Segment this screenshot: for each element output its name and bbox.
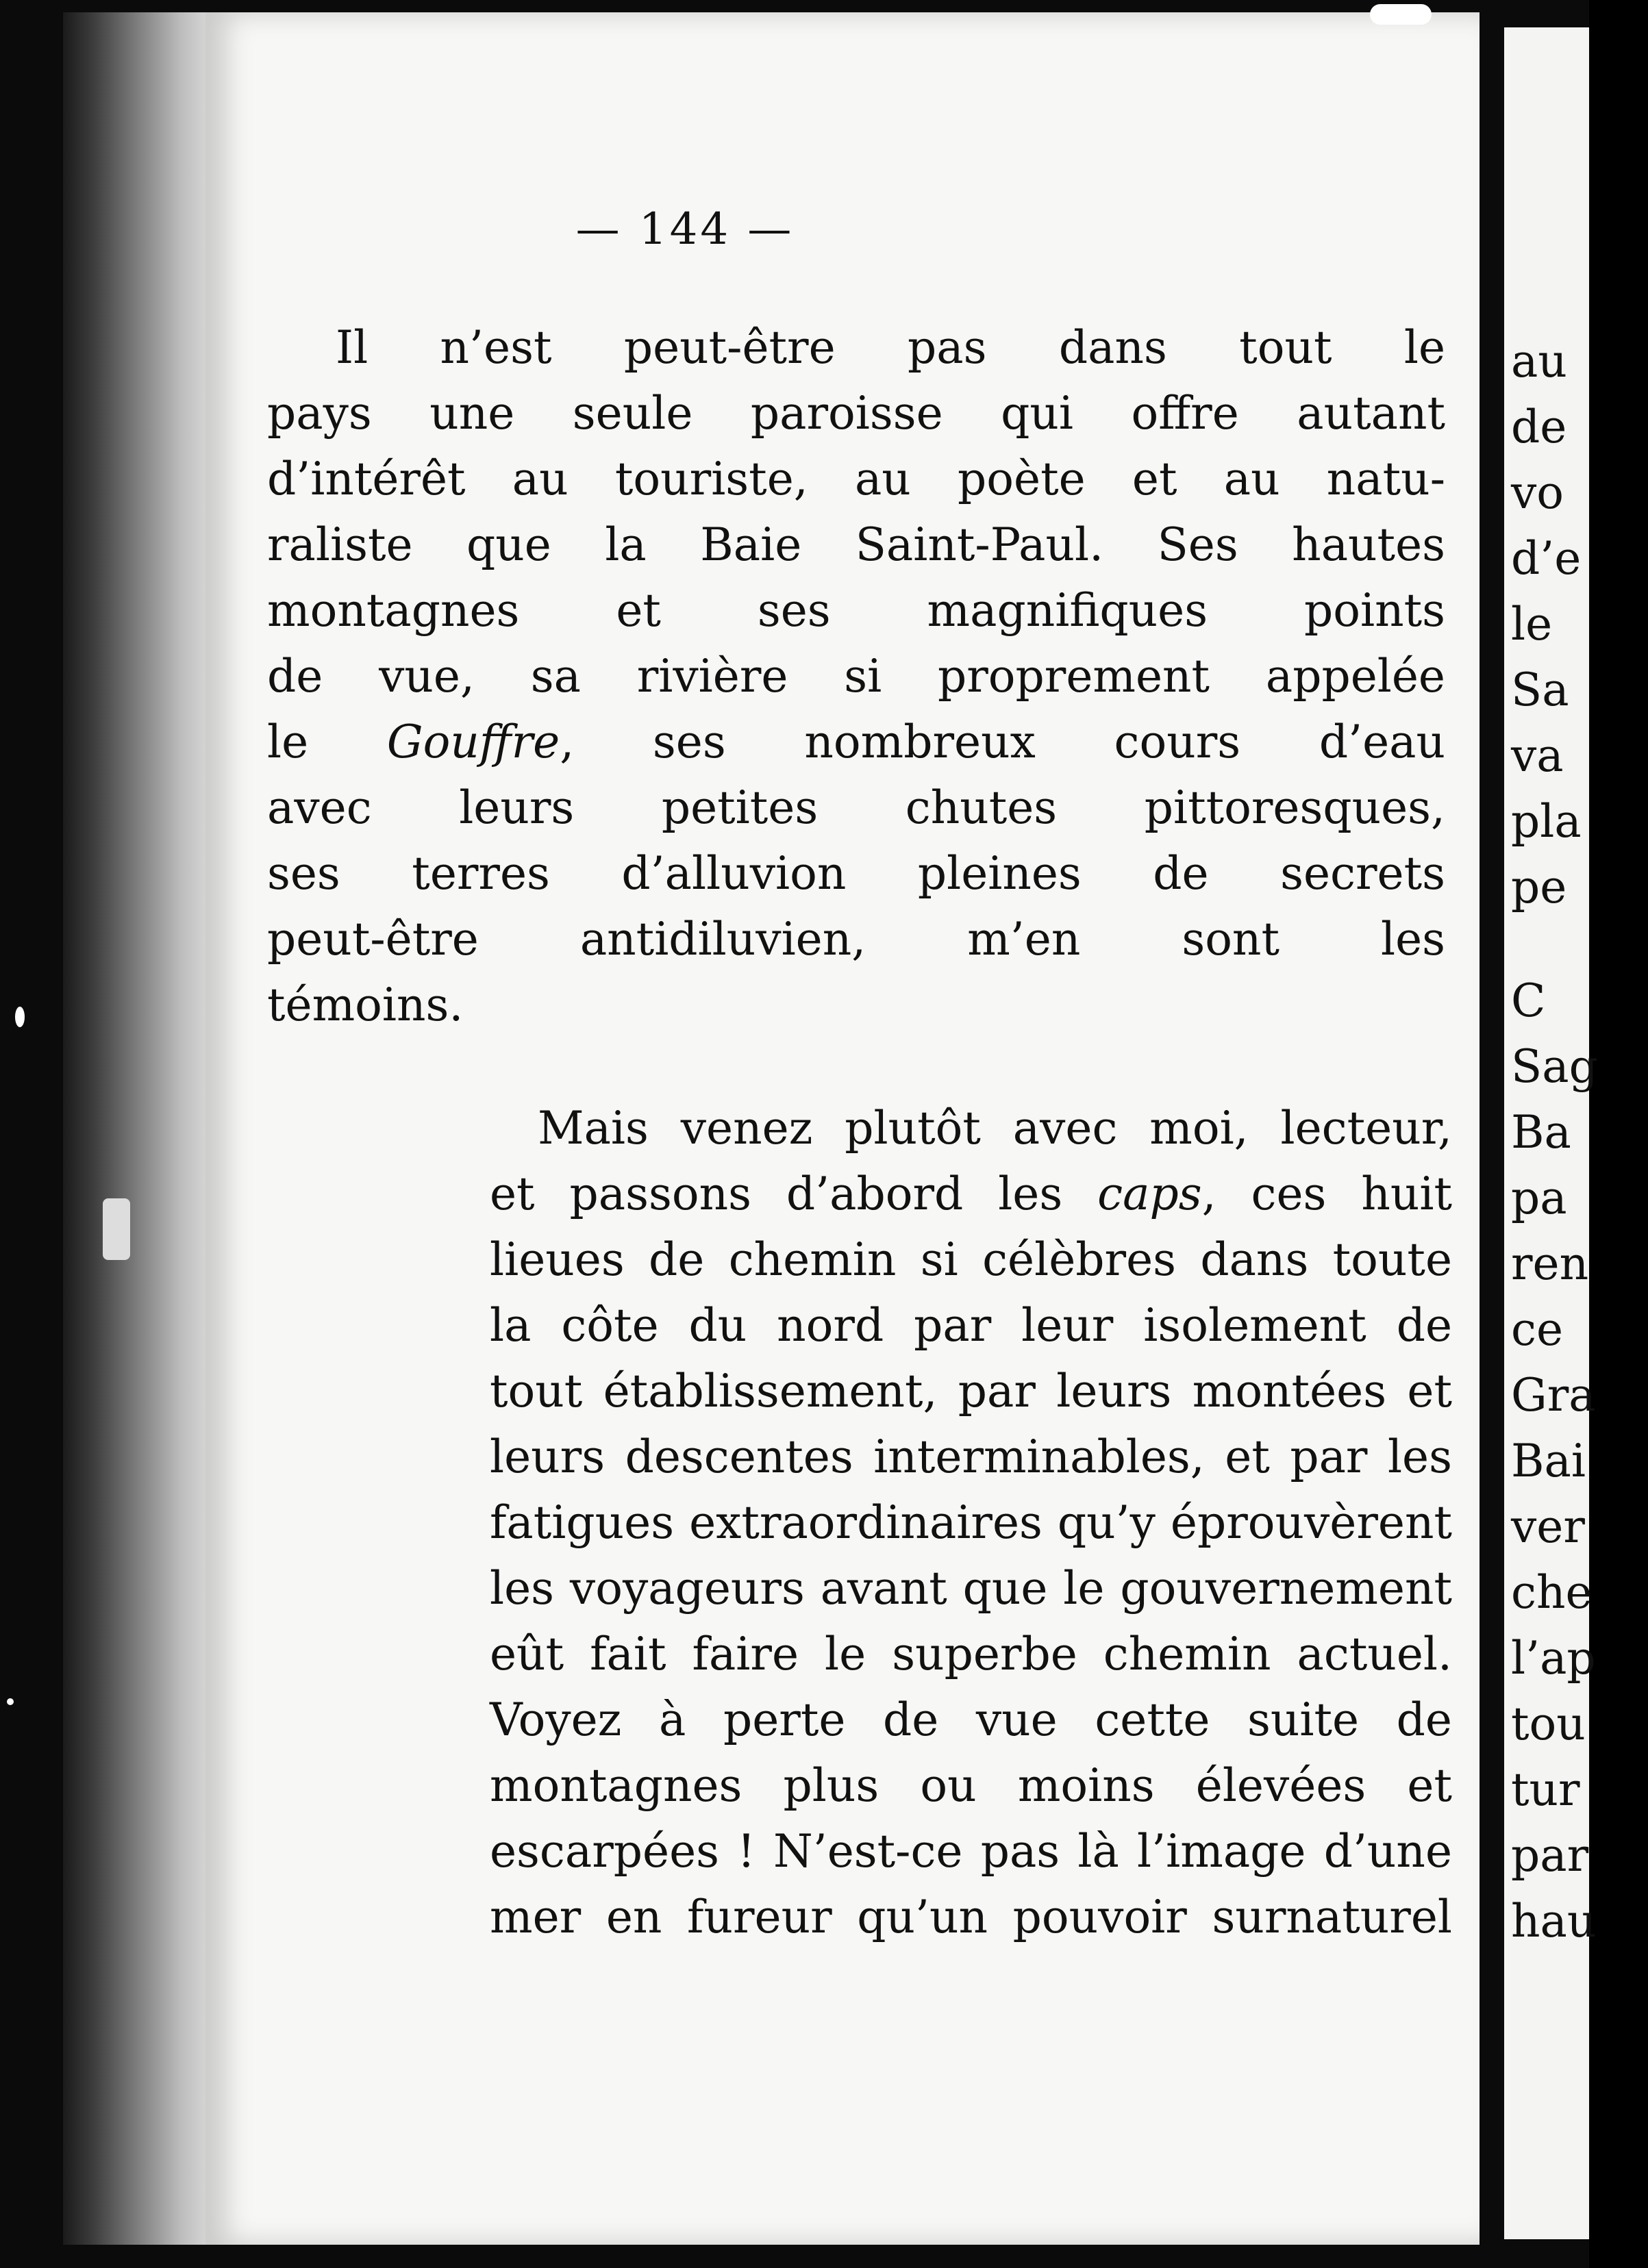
scan-speck bbox=[7, 1698, 14, 1705]
text-fragment: Bai bbox=[1511, 1435, 1586, 1487]
right-page-edge bbox=[1504, 27, 1598, 2239]
text-line: montagnes plus ou moins élevées et bbox=[490, 1759, 1452, 1812]
text-fragment: ce bbox=[1511, 1303, 1564, 1356]
text-line: les voyageurs avant que le gouvernement bbox=[490, 1562, 1452, 1615]
text-line: ses terres d’alluvion pleines de secrets bbox=[267, 847, 1445, 900]
text-line: témoins. bbox=[267, 979, 464, 1031]
text-fragment: C bbox=[1511, 974, 1546, 1027]
text-line: leurs descentes interminables, et par les bbox=[490, 1431, 1452, 1483]
text-line: Mais venez plutôt avec moi, lecteur, bbox=[538, 1102, 1452, 1155]
scan-speck bbox=[103, 1198, 130, 1260]
text-line: raliste que la Baie Saint-Paul. Ses hautes bbox=[267, 518, 1445, 571]
text-line: lieues de chemin si célèbres dans toute bbox=[490, 1233, 1452, 1286]
text-fragment: hau bbox=[1511, 1895, 1597, 1948]
paragraph-2 bbox=[490, 1096, 1452, 1950]
text-fragment: pla bbox=[1511, 795, 1582, 848]
text-line: pays une seule paroisse qui offre autant bbox=[267, 387, 1445, 440]
text-line-start: et passons d’abord les bbox=[490, 1168, 1098, 1220]
text-line-end: , ces huit bbox=[1201, 1168, 1452, 1220]
text-line: tout établissement, par leurs montées et bbox=[490, 1365, 1452, 1418]
text-fragment: l’ap bbox=[1511, 1632, 1596, 1685]
text-line-start: le bbox=[267, 716, 387, 768]
text-line: mer en fureur qu’un pouvoir surnaturel bbox=[490, 1891, 1452, 1943]
book-binding-gutter bbox=[63, 12, 227, 2245]
text-fragment: vo bbox=[1511, 466, 1564, 519]
text-line-end: , ses nombreux cours d’eau bbox=[560, 716, 1445, 768]
text-line: eût fait faire le superbe chemin actuel. bbox=[490, 1628, 1452, 1680]
text-fragment: che bbox=[1511, 1566, 1593, 1619]
text-fragment: ver bbox=[1511, 1500, 1585, 1553]
text-line: Voyez à perte de vue cette suite de bbox=[490, 1693, 1452, 1746]
page-number: — 144 — bbox=[575, 204, 795, 255]
text-line: montagnes et ses magnifiques points bbox=[267, 584, 1445, 637]
italic-term-gouffre: Gouffre bbox=[386, 716, 560, 768]
text-line: la côte du nord par leur isolement de bbox=[490, 1299, 1452, 1352]
scan-speck bbox=[15, 1007, 25, 1027]
text-fragment: au bbox=[1511, 335, 1567, 388]
text-fragment: va bbox=[1511, 729, 1564, 782]
scan-speck bbox=[1370, 4, 1432, 25]
text-fragment: tur bbox=[1511, 1763, 1580, 1816]
text-fragment: le bbox=[1511, 598, 1553, 651]
text-fragment: pe bbox=[1511, 861, 1567, 914]
paragraph-1 bbox=[267, 315, 1445, 1038]
text-line: peut-être antidiluvien, m’en sont les bbox=[267, 913, 1445, 966]
text-line: Il n’est peut-être pas dans tout le bbox=[336, 321, 1445, 374]
facing-page-text-fragments bbox=[1511, 329, 1648, 1954]
text-fragment: tou bbox=[1511, 1698, 1586, 1750]
text-fragment: Ba bbox=[1511, 1106, 1571, 1159]
text-line bbox=[267, 709, 1445, 775]
text-fragment: pa bbox=[1511, 1172, 1567, 1224]
text-fragment: de bbox=[1511, 401, 1567, 453]
text-line: de vue, sa rivière si proprement appelée bbox=[267, 650, 1445, 703]
text-line bbox=[490, 1161, 1452, 1227]
text-line: fatigues extraordinaires qu’y éprouvèrent bbox=[490, 1496, 1452, 1549]
text-fragment: Gra bbox=[1511, 1369, 1596, 1422]
text-line: avec leurs petites chutes pittoresques, bbox=[267, 781, 1445, 834]
text-fragment: Sag bbox=[1511, 1040, 1598, 1093]
text-fragment: Sa bbox=[1511, 664, 1569, 716]
text-line: escarpées ! N’est-ce pas là l’image d’une bbox=[490, 1825, 1452, 1878]
text-fragment: d’e bbox=[1511, 532, 1582, 585]
text-line: d’intérêt au touriste, au poète et au natu- bbox=[267, 453, 1445, 505]
italic-term-caps: caps bbox=[1097, 1168, 1202, 1220]
text-fragment: par bbox=[1511, 1829, 1589, 1882]
text-fragment: ren bbox=[1511, 1237, 1589, 1290]
